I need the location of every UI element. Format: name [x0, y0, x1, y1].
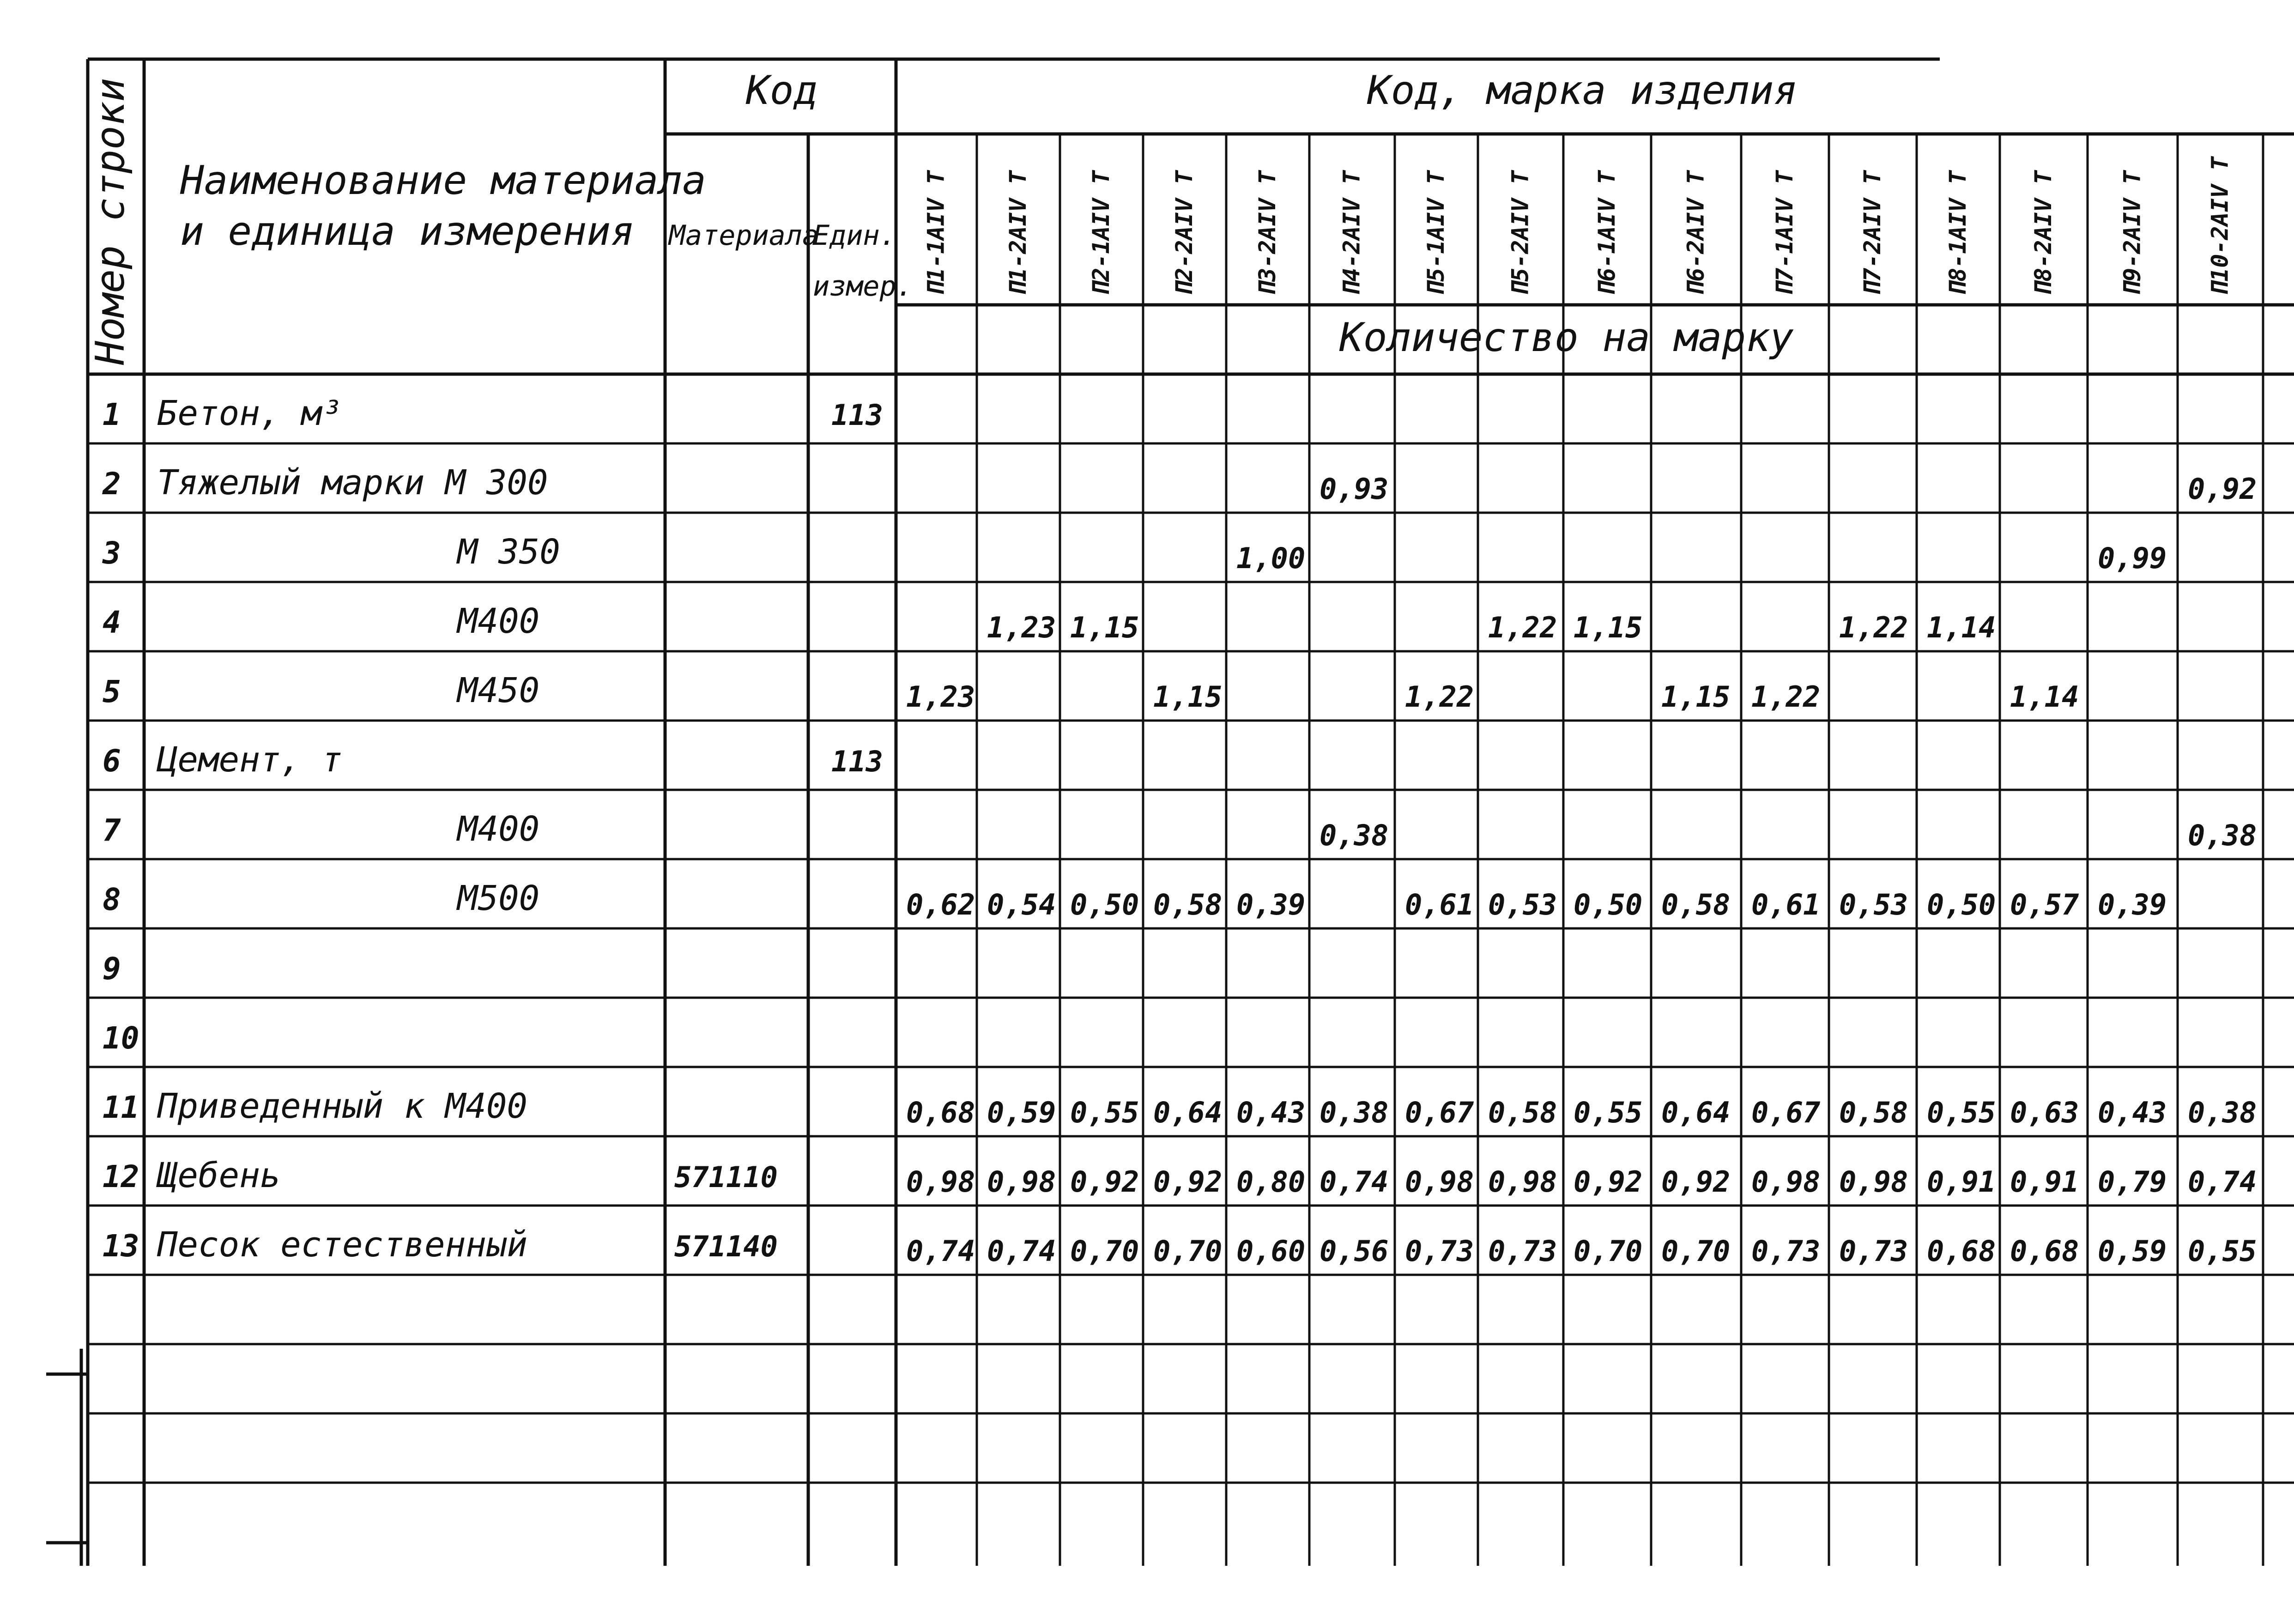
name-header-line2: и единица измерения [180, 208, 635, 255]
table-row [102, 532, 2167, 575]
quantity-value: 1,22 [1751, 680, 1821, 714]
table-row [103, 1225, 2257, 1268]
quantity-value: 1,23 [906, 680, 975, 714]
quantity-value: 0,38 [1320, 1096, 1389, 1129]
quantity-value: 0,39 [2098, 888, 2167, 921]
row-number: 2 [103, 466, 121, 502]
mark-label: П9-2AIV Т [2118, 170, 2146, 296]
quantity-value: 0,50 [1574, 888, 1643, 921]
table-row [103, 601, 1996, 644]
quantity-value: 0,98 [1751, 1165, 1821, 1199]
row-number: 6 [103, 743, 121, 779]
quantity-value: 0,53 [1839, 888, 1908, 921]
row-number: 3 [103, 535, 121, 571]
product-code-header: Код, марка изделия [1367, 67, 1798, 114]
material-code: 571110 [674, 1160, 778, 1194]
mark-label: П8-2AIV Т [2030, 170, 2057, 296]
mark-label: П6-1AIV Т [1593, 170, 1620, 296]
material-name: Приведенный к М400 [157, 1086, 527, 1126]
quantity-value: 0,79 [2098, 1165, 2167, 1199]
mark-label: П5-1AIV Т [1422, 170, 1449, 296]
quantity-value: 0,61 [1405, 888, 1474, 921]
quantity-value: 0,91 [2010, 1165, 2079, 1199]
quantity-value: 0,38 [2188, 818, 2257, 852]
row-number: 13 [103, 1228, 139, 1264]
quantity-value: 1,22 [1405, 680, 1474, 714]
quantity-value: 0,62 [906, 888, 975, 921]
quantity-value: 0,73 [1751, 1234, 1821, 1268]
quantity-value: 0,55 [1070, 1096, 1139, 1129]
mark-label: П2-2AIV Т [1171, 170, 1198, 296]
quantity-value: 0,57 [2010, 888, 2079, 921]
row-number: 4 [103, 605, 121, 640]
quantity-value: 0,67 [1405, 1096, 1474, 1129]
mark-label: П6-2AIV Т [1682, 170, 1709, 296]
quantity-value: 0,61 [1751, 888, 1821, 921]
table-row [103, 1156, 2257, 1199]
quantity-value: 1,00 [1236, 541, 1306, 575]
quantity-value: 1,15 [1153, 680, 1223, 714]
quantity-value: 0,70 [1070, 1234, 1139, 1268]
quantity-value: 0,92 [1153, 1165, 1223, 1199]
quantity-value: 0,38 [1320, 818, 1389, 852]
material-code: 571140 [674, 1230, 778, 1263]
quantity-value: 0,74 [906, 1234, 975, 1268]
quantity-value: 0,98 [987, 1165, 1056, 1199]
quantity-value: 0,92 [1574, 1165, 1643, 1199]
material-name: Бетон, м³ [157, 394, 342, 433]
quantity-value: 0,64 [1153, 1096, 1223, 1129]
quantity-value: 0,67 [1751, 1096, 1821, 1129]
quantity-value: 0,68 [906, 1096, 975, 1129]
mark-label: П2-1AIV Т [1088, 170, 1114, 296]
quantity-value: 0,58 [1488, 1096, 1557, 1129]
unit-code: 113 [831, 398, 883, 432]
row-number: 9 [103, 951, 121, 987]
mark-label: П3-2AIV Т [1254, 170, 1281, 296]
quantity-value: 0,58 [1839, 1096, 1908, 1129]
mark-label: П1-2AIV Т [1005, 170, 1031, 296]
row-number: 11 [103, 1090, 139, 1125]
quantity-value: 0,70 [1153, 1234, 1223, 1268]
quantity-value: 0,92 [1661, 1165, 1731, 1199]
quantity-value: 0,64 [1661, 1096, 1731, 1129]
table-row [103, 1086, 2257, 1129]
quantity-value: 1,22 [1839, 611, 1908, 644]
unit-code: 113 [831, 745, 883, 778]
mark-label: П7-2AIV Т [1859, 170, 1886, 296]
quantity-value: 0,60 [1236, 1234, 1306, 1268]
quantity-value: 0,50 [1070, 888, 1139, 921]
quantity-value: 0,92 [1070, 1165, 1139, 1199]
mark-label: П7-1AIV Т [1771, 170, 1798, 296]
quantity-value: 0,50 [1927, 888, 1996, 921]
quantity-value: 0,70 [1661, 1234, 1731, 1268]
quantity-value: 0,98 [906, 1165, 975, 1199]
material-name: М 350 [457, 532, 560, 572]
quantity-value: 0,55 [1574, 1096, 1643, 1129]
quantity-value: 0,54 [987, 888, 1056, 921]
quantity-value: 0,43 [2098, 1096, 2167, 1129]
row-number: 1 [103, 397, 121, 432]
row-number: 5 [103, 674, 121, 709]
quantity-value: 0,38 [2188, 1096, 2257, 1129]
quantity-value: 0,73 [1405, 1234, 1474, 1268]
quantity-value: 0,55 [2188, 1234, 2257, 1268]
quantity-value: 1,22 [1488, 611, 1557, 644]
quantity-value: 0,99 [2098, 541, 2167, 575]
quantity-value: 0,58 [1153, 888, 1223, 921]
quantity-value: 0,74 [2188, 1165, 2257, 1199]
quantity-value: 0,63 [2010, 1096, 2079, 1129]
name-header-line1: Наименование материала [180, 158, 707, 204]
row-number: 10 [103, 1020, 139, 1056]
quantity-value: 0,93 [1320, 472, 1389, 506]
quantity-value: 0,56 [1320, 1234, 1389, 1268]
quantity-value: 0,53 [1488, 888, 1557, 921]
quantity-value: 0,92 [2188, 472, 2257, 506]
quantity-value: 1,15 [1661, 680, 1731, 714]
unit-code-header-line1: Един. [813, 219, 896, 252]
quantity-value: 0,73 [1488, 1234, 1557, 1268]
quantity-value: 0,98 [1405, 1165, 1474, 1199]
quantity-value: 1,15 [1574, 611, 1643, 644]
table-row [103, 879, 2167, 921]
row-number: 12 [103, 1159, 139, 1194]
quantity-value: 0,68 [2010, 1234, 2079, 1268]
quantity-value: 0,68 [1927, 1234, 1996, 1268]
table-row [103, 951, 121, 987]
quantity-value: 0,70 [1574, 1234, 1643, 1268]
quantity-value: 1,14 [2010, 680, 2079, 714]
material-name: М450 [457, 671, 540, 710]
table-row [103, 1020, 139, 1056]
table-row [103, 809, 2257, 852]
row-number-header: Номер строки [87, 78, 133, 365]
table-row [103, 394, 883, 433]
material-name: Щебень [157, 1156, 281, 1195]
quantity-value: 0,59 [2098, 1234, 2167, 1268]
table-row [103, 740, 883, 780]
mark-label: П10-2AIV Т [2206, 156, 2233, 296]
quantity-value: 0,39 [1236, 888, 1306, 921]
mark-label: П8-1AIV Т [1944, 170, 1971, 296]
mark-label: П5-2AIV Т [1507, 170, 1534, 296]
quantity-value: 0,80 [1236, 1165, 1306, 1199]
quantity-value: 1,23 [987, 611, 1056, 644]
material-name: М400 [457, 601, 540, 641]
material-name: М400 [457, 809, 540, 849]
quantity-value: 1,14 [1927, 611, 1996, 644]
quantity-value: 0,98 [1488, 1165, 1557, 1199]
code-header: Код [746, 67, 818, 114]
quantity-per-mark-header: Количество на марку [1339, 315, 1794, 361]
row-number: 7 [103, 812, 121, 848]
quantity-value: 0,74 [1320, 1165, 1389, 1199]
quantity-value: 0,59 [987, 1096, 1056, 1129]
row-number: 8 [103, 882, 121, 917]
material-name: Тяжелый марки М 300 [157, 463, 548, 503]
quantity-value: 0,98 [1839, 1165, 1908, 1199]
mark-label: П1-1AIV Т [922, 170, 950, 296]
material-name: Песок естественный [157, 1225, 527, 1265]
quantity-value: 1,15 [1070, 611, 1139, 644]
mark-label: П4-2AIV Т [1338, 170, 1365, 296]
unit-code-header-line2: измер. [813, 270, 913, 303]
table-row [102, 463, 2257, 506]
quantity-value: 0,58 [1661, 888, 1731, 921]
material-name: М500 [457, 879, 540, 918]
material-name: Цемент, т [157, 740, 342, 780]
quantity-value: 0,55 [1927, 1096, 1996, 1129]
quantity-value: 0,73 [1839, 1234, 1908, 1268]
table-body [88, 374, 2294, 1483]
quantity-value: 0,91 [1927, 1165, 1996, 1199]
quantity-value: 0,74 [987, 1234, 1056, 1268]
table-row [103, 671, 2079, 714]
quantity-value: 0,43 [1236, 1096, 1306, 1129]
material-code-header: Материала [669, 219, 819, 252]
